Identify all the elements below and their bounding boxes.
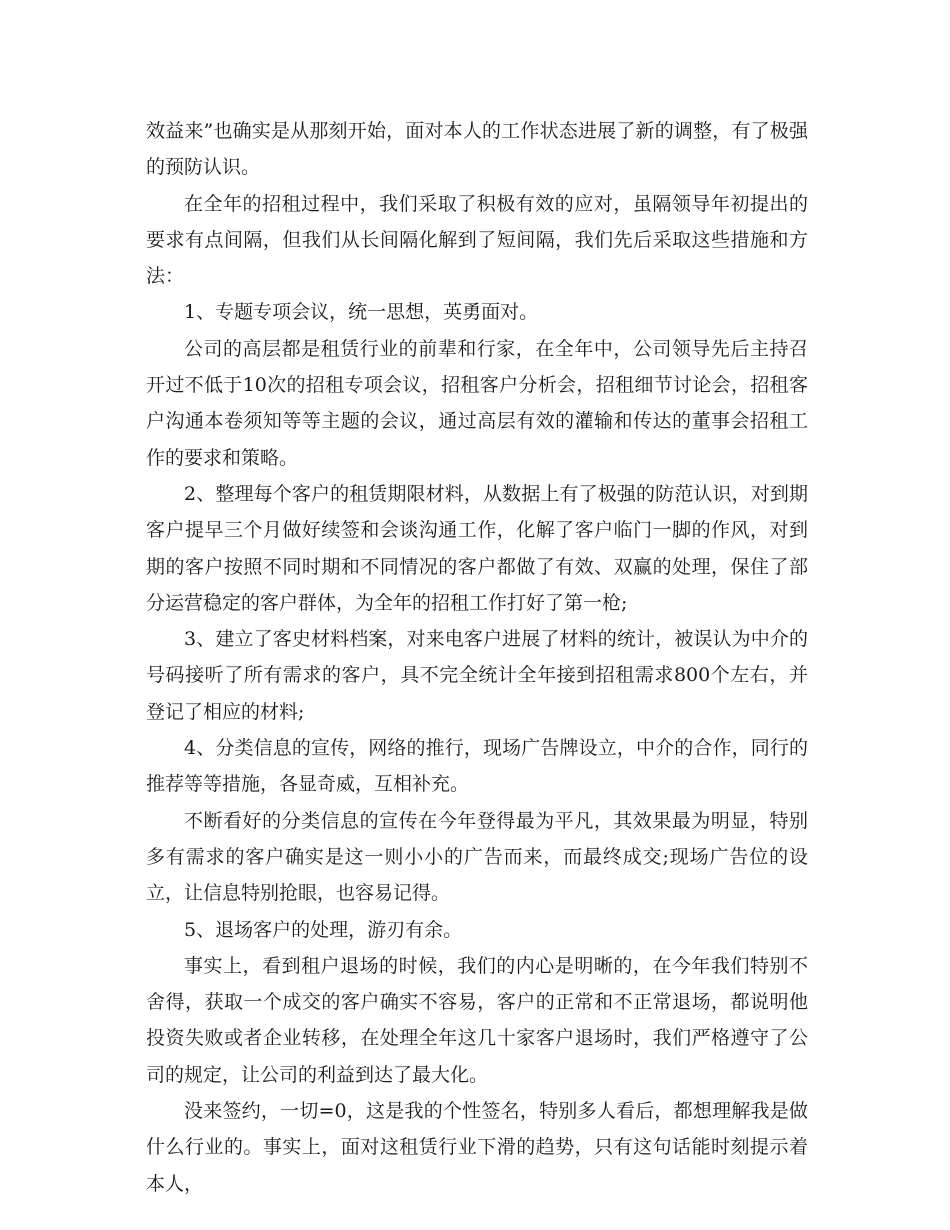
paragraph-6: 3、建立了客史材料档案，对来电客户进展了材料的统计，被误认为中介的号码接听了所有需求的客户，具不完全统计全年接到招租需求800个左右，并登记了相应的材料; xyxy=(146,628,808,723)
paragraph-10: 事实上，看到租户退场的时候，我们的内心是明晰的，在今年我们特别不舍得，获取一个成交的客户确实不容易，客户的正常和不正常退场，都说明他投资失败或者企业转移，在处理全年这几十家客户退场时，我们严格遵守了公司的规定，让公司的利益到达了最大化。 xyxy=(146,954,808,1086)
paragraph-5: 2、整理每个客户的租赁期限材料，从数据上有了极强的防范认识，对到期客户提早三个月做好续签和会谈沟通工作，化解了客户临门一脚的作风，对到期的客户按照不同时期和不同情况的客户都做了有效、双赢的处理，保住了部分运营稳定的客户群体，为全年的招租工作打好了第一枪; xyxy=(146,482,808,614)
paragraph-7: 4、分类信息的宣传，网络的推行，现场广告牌设立，中介的合作，同行的推荐等等措施，各显奇威，互相补充。 xyxy=(146,737,808,796)
paragraph-8: 不断看好的分类信息的宣传在今年登得最为平凡，其效果最为明显，特别多有需求的客户确实是这一则小小的广告而来，而最终成交;现场广告位的设立，让信息特别抢眼，也容易记得。 xyxy=(146,809,808,905)
paragraph-1: 效益来”也确实是从那刻开始，面对本人的工作状态进展了新的调整，有了极强的预防认识。 xyxy=(146,120,808,179)
paragraph-2: 在全年的招租过程中，我们采取了积极有效的应对，虽隔领导年初提出的要求有点间隔，但我们从长间隔化解到了短间隔，我们先后采取这些措施和方法： xyxy=(146,192,808,288)
paragraph-11: 没来签约，一切=0，这是我的个性签名，特别多人看后，都想理解我是做什么行业的。事实上，面对这租赁行业下滑的趋势，只有这句话能时刻提示着本人， xyxy=(146,1100,808,1195)
paragraph-9: 5、退场客户的处理，游刃有余。 xyxy=(184,918,463,941)
document-body xyxy=(146,113,808,1202)
paragraph-3: 1、专题专项会议，统一思想，英勇面对。 xyxy=(184,301,539,324)
paragraph-4: 公司的高层都是租赁行业的前辈和行家，在全年中，公司领导先后主持召开过不低于10次的招租专项会议，招租客户分析会，招租细节讨论会，招租客户沟通本卷须知等等主题的会议，通过高层有效的灌输和传达的董事会招租工作的要求和策略。 xyxy=(146,337,808,469)
